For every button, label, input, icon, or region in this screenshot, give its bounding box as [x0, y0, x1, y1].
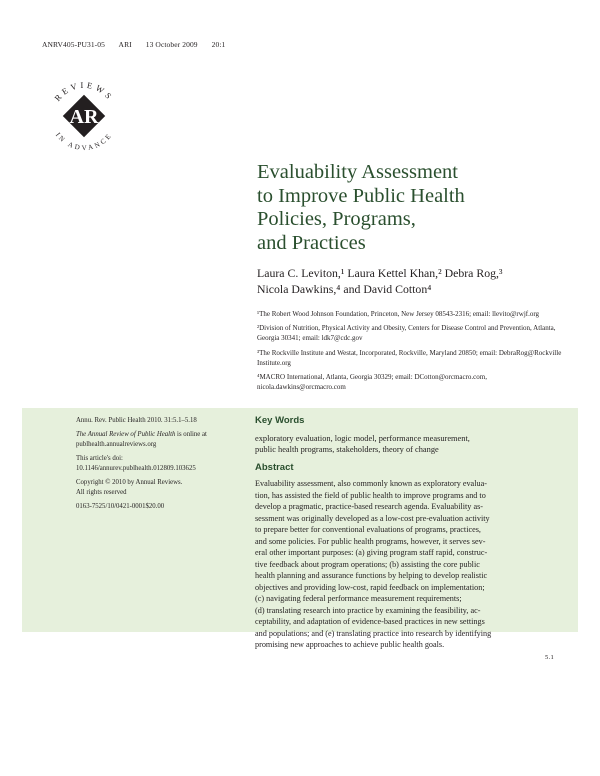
- keywords-line: public health programs, stakeholders, theory of change: [255, 445, 439, 454]
- abstract-line: (d) translating research into practice by examining the feasibility, ac-: [255, 605, 481, 615]
- citation: Annu. Rev. Public Health 2010. 31:5.1–5.18: [76, 417, 197, 424]
- keywords-list: [255, 433, 555, 455]
- doi-value: 10.1146/annurev.publhealth.012809.103625: [76, 465, 196, 472]
- affiliation-1: ¹The Robert Wood Johnson Foundation, Princeton, New Jersey 08543-2316; email: llevito@rwjf.org: [257, 310, 540, 318]
- page-number: 5.1: [545, 654, 555, 661]
- abstract-line: to prepare better for conventional evaluations of programs, practices,: [255, 525, 481, 534]
- running-header: [42, 40, 237, 49]
- authors-line-1: Laura C. Leviton,¹ Laura Kettel Khan,² Debra Rog,³: [257, 266, 503, 280]
- keywords-line: exploratory evaluation, logic model, performance measurement,: [255, 434, 470, 443]
- abstract-text: [255, 478, 560, 651]
- abstract-line: Evaluability assessment, also commonly known as exploratory evalua-: [255, 479, 487, 488]
- abstract-line: (c) navigating federal performance measurement requirements;: [255, 594, 462, 603]
- abstract-heading: Abstract: [255, 462, 294, 473]
- title-line: to Improve Public Health: [257, 184, 465, 207]
- title-line: and Practices: [257, 231, 366, 254]
- header-time: 20:1: [211, 40, 226, 49]
- reviews-in-advance-logo: [40, 70, 128, 158]
- abstract-line: tive feedback about program operations; (b) assisting the core public: [255, 559, 480, 569]
- abstract-line: sessment was originally developed as a low-cost pre-evaluation activity: [255, 513, 490, 523]
- citation-sidebar: [76, 416, 246, 516]
- affiliation-2: ²Division of Nutrition, Physical Activity and Obesity, Centers for Disease Control and Prevention, Atlanta, Georgia 30341; email: ldk7@cdc.gov: [257, 324, 556, 343]
- affiliation-4: ⁴MACRO International, Atlanta, Georgia 30329; email: DCotton@orcmacro.com, nicola.dawkins@orcmacro.com: [257, 373, 487, 392]
- abstract-line: tion, has assisted the field of public health to improve programs and to: [255, 490, 486, 500]
- affiliation-3: ³The Rockville Institute and Westat, Incorporated, Rockville, Maryland 20850; email: DebraRog@Rockville Institute.org: [257, 348, 562, 367]
- abstract-line: and some policies. For public health programs, however, it serves sev-: [255, 536, 486, 546]
- affiliations: [257, 309, 577, 396]
- title-line: Evaluability Assessment: [257, 161, 458, 183]
- header-code: ANRV405-PU31-05: [42, 40, 105, 49]
- article-title: [257, 161, 577, 255]
- rights: All rights reserved: [76, 489, 127, 496]
- logo-bottom-text: IN ADVANCE: [53, 131, 115, 153]
- doi-label: This article's doi:: [76, 455, 123, 462]
- copyright: Copyright © 2010 by Annual Reviews.: [76, 479, 183, 486]
- logo-monogram: AR: [69, 106, 99, 128]
- abstract-line: ceptability, and adaptation of evidence-based practices in new settings: [255, 617, 485, 626]
- logo-top-text: REVIEWS: [52, 79, 116, 104]
- doi-block: [76, 454, 246, 474]
- copyright-block: [76, 478, 246, 498]
- header-ari: ARI: [118, 40, 132, 49]
- abstract-line: eral other important purposes: (a) giving program staff rapid, construc-: [255, 548, 488, 557]
- authors-line-2: Nicola Dawkins,⁴ and David Cotton⁴: [257, 282, 432, 296]
- abstract-line: objectives and providing low-cost, rapid feedback on implementation;: [255, 582, 485, 592]
- abstract-line: promising new approaches to achieve public health goals.: [255, 640, 445, 649]
- abstract-line: and populations; and (e) translating practice into research by identifying: [255, 628, 492, 638]
- header-date: 13 October 2009: [145, 40, 198, 49]
- online-note-rest: is online at publhealth.annualreviews.org: [76, 431, 207, 448]
- title-line: Policies, Programs,: [257, 208, 416, 230]
- keywords-heading: Key Words: [255, 415, 305, 426]
- journal-name: The Annual Review of Public Health: [76, 431, 176, 438]
- abstract-line: health planning and assurance functions by helping to develop realistic: [255, 571, 488, 580]
- author-list: [257, 265, 577, 297]
- issn: 0163-7525/10/0421-0001$20.00: [76, 503, 165, 510]
- abstract-line: develop a pragmatic, practice-based research agenda. Evaluability as-: [255, 502, 483, 511]
- online-note: [76, 430, 246, 450]
